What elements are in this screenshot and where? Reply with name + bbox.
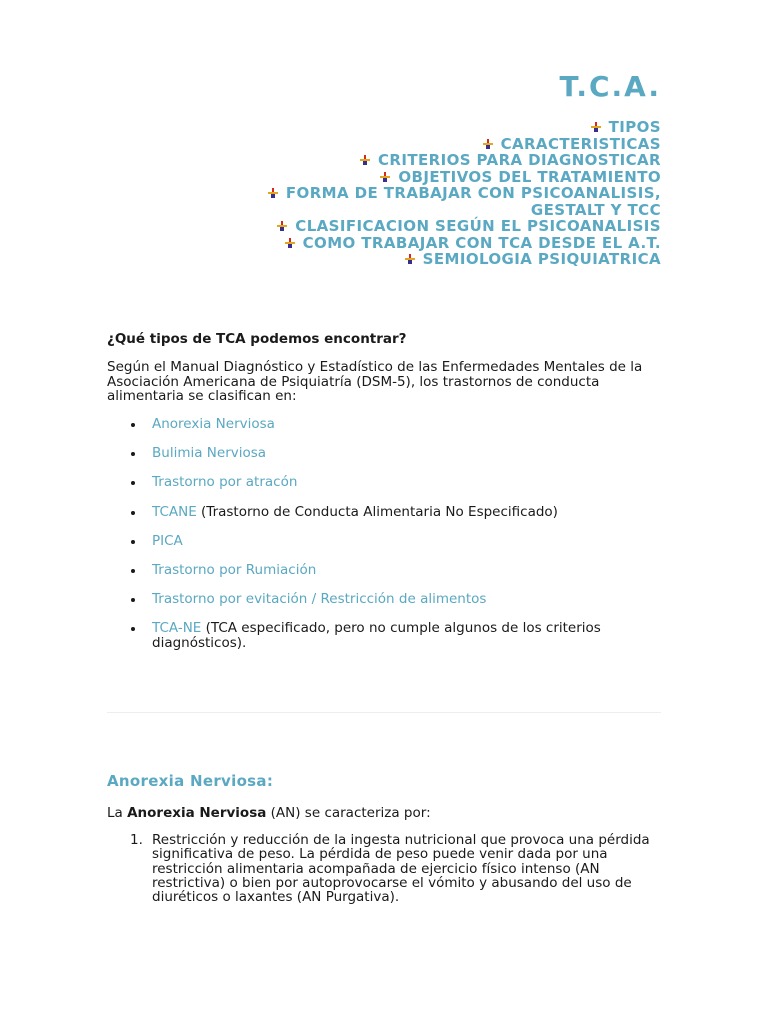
anorexia-section-heading: Anorexia Nerviosa:: [107, 772, 274, 790]
toc-item-semiologia[interactable]: SEMIOLOGIA PSIQUIATRICA: [261, 251, 661, 268]
toc-item-caracteristicas[interactable]: CARACTERISTICAS: [261, 136, 661, 153]
cross-bullet-icon: [285, 238, 295, 248]
cross-bullet-icon: [405, 254, 415, 264]
type-link-atracon[interactable]: Trastorno por atracón: [152, 474, 298, 491]
criteria-text: Restricción y reducción de la ingesta nutricional que provoca una pérdida significativa de peso. La pérdida de peso puede venir dada por una restricción alimentaria acompañada de ejercicio físico intenso (AN restrictiva) o bien por autoprovocarse el vómito y abusando del uso de diuréticos o laxantes (AN Purgativa).: [152, 832, 650, 906]
list-item: [107, 534, 661, 549]
question-heading: ¿Qué tipos de TCA podemos encontrar?: [107, 331, 407, 347]
page-title: T.C.A.: [559, 70, 661, 103]
list-item: [107, 475, 661, 490]
toc-item-clasificacion[interactable]: CLASIFICACION SEGÚN EL PSICOANALISIS: [261, 218, 661, 235]
cross-bullet-icon: [360, 155, 370, 165]
cross-bullet-icon: [591, 122, 601, 132]
list-item: [107, 833, 661, 904]
list-item: [107, 563, 661, 578]
list-number: 1.: [130, 832, 143, 848]
tca-types-list: [107, 417, 661, 665]
list-item: TCA-NE (TCA especificado, pero no cumple algunos de los criterios diagnósticos).: [107, 621, 661, 650]
toc-item-objetivos[interactable]: OBJETIVOS DEL TRATAMIENTO: [261, 169, 661, 186]
section-divider: [107, 712, 661, 713]
cross-bullet-icon: [268, 188, 278, 198]
list-item: TCANE (Trastorno de Conducta Alimentaria No Especificado): [107, 505, 661, 520]
type-link-tcane[interactable]: TCANE: [152, 503, 197, 520]
type-link-evitacion[interactable]: Trastorno por evitación / Restricción de alimentos: [152, 591, 487, 608]
cross-bullet-icon: [277, 221, 287, 231]
cross-bullet-icon: [380, 172, 390, 182]
intro-paragraph: Según el Manual Diagnóstico y Estadístico de las Enfermedades Mentales de la Asociación Americana de Psiquiatría (DSM-5), los trastornos de conducta alimentaria se clasifican en:: [107, 359, 643, 404]
type-link-pica[interactable]: PICA: [152, 532, 183, 549]
type-link-anorexia[interactable]: Anorexia Nerviosa: [152, 416, 275, 432]
cross-bullet-icon: [483, 139, 493, 149]
type-link-rumiacion[interactable]: Trastorno por Rumiación: [152, 561, 317, 578]
type-link-tca-ne[interactable]: TCA-NE: [152, 620, 202, 637]
toc-item-forma-de-trabajar[interactable]: FORMA DE TRABAJAR CON PSICOANALISIS, GESTALT Y TCC: [261, 185, 661, 218]
table-of-contents: [261, 119, 661, 268]
toc-item-criterios[interactable]: CRITERIOS PARA DIAGNOSTICAR: [261, 152, 661, 169]
list-item: [107, 446, 661, 461]
type-link-bulimia[interactable]: Bulimia Nerviosa: [152, 445, 267, 462]
toc-item-como-trabajar[interactable]: COMO TRABAJAR CON TCA DESDE EL A.T.: [261, 235, 661, 252]
list-item: [107, 417, 661, 432]
anorexia-intro: La Anorexia Nerviosa (AN) se caracteriza por:: [107, 805, 431, 821]
list-item: [107, 592, 661, 607]
toc-item-tipos[interactable]: TIPOS: [261, 119, 661, 136]
anorexia-criteria-list: [107, 833, 661, 904]
